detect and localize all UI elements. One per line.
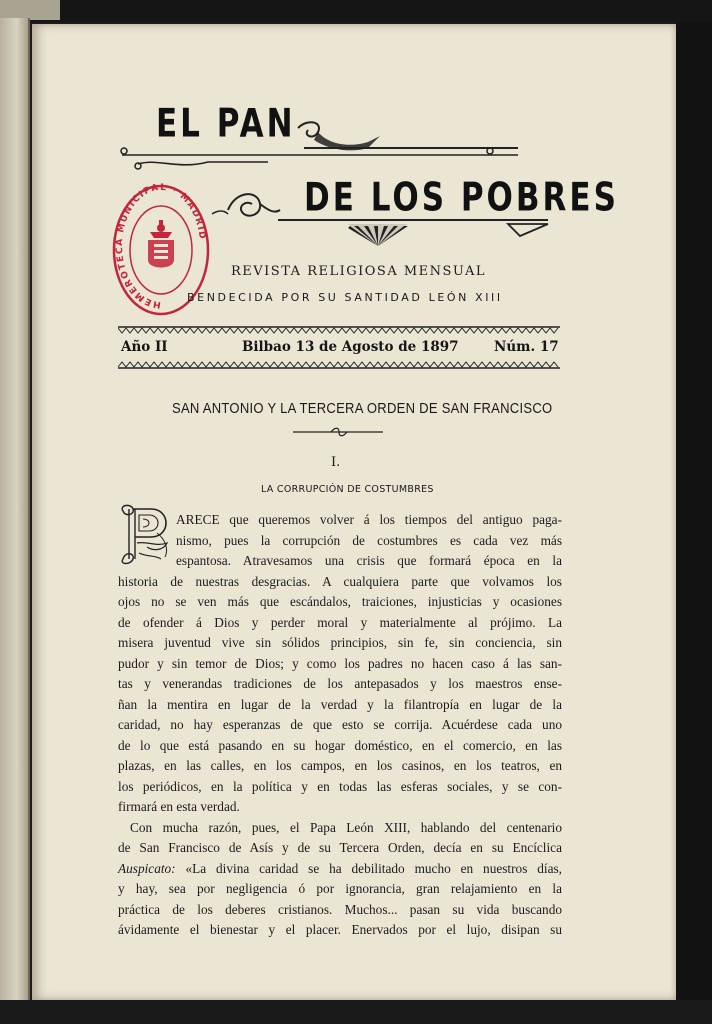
body-line: los periódicos, en la política y en todas las esferas sociales, y se con- [118,778,562,794]
title-ornament-icon [293,426,383,438]
scan-top-border [0,0,712,22]
body-line: ávidamente el bienestar y el placer. Enervados por el lujo, disipan su [118,922,562,937]
body-line: historia de nuestras desgracias. A cualquiera parte que volvamos los [118,573,562,589]
section-number: I. [331,455,341,470]
body-line: firmará en esta verdad. [118,799,240,814]
body-line: misera juventud vive sin sólidos principios, sin fe, sin conciencia, sin [118,635,562,650]
scan-right-border [676,22,712,1012]
magazine-subtitle: REVISTA RELIGIOSA MENSUAL [231,264,486,279]
italic-word: Auspicato: [118,860,176,876]
body-line-italic-lead [118,859,562,880]
body-line-rest: «La divina caridad se ha debilitado mucho en nuestros días, [185,860,562,876]
issue-year: Año II [121,339,168,355]
body-line: ARECE que queremos volver á los tiempos del antiguo paga- [176,512,562,527]
adjacent-page-edge [0,18,30,1004]
article-title: SAN ANTONIO Y LA TERCERA ORDEN DE SAN FRANCISCO [172,400,553,417]
masthead-flourish-top-icon [118,118,538,180]
body-line: de lo que está pasando en su hogar doméstico, en el comercio, en las [118,737,562,753]
issue-number: Núm. 17 [494,339,559,355]
zigzag-rule-bottom-icon [118,361,560,369]
issue-place-date: Bilbao 13 de Agosto de 1897 [242,339,459,355]
body-line: espantosa. Atravesamos una crisis que formará época en la [176,553,562,568]
section-title: LA CORRUPCIÓN DE COSTUMBRES [261,484,434,495]
body-line: ñan la mentira en lugar de la verdad y la filantropía en lugar de la [118,696,562,712]
stamp-text: HEMEROTECA MUNICIPAL · MADRID [114,182,207,310]
scan-bottom-border [0,1000,712,1024]
body-line: tas y venerandas tradiciones de los antepasados y los maestros ense- [118,676,562,691]
papal-blessing-line: BENDECIDA POR SU SANTIDAD LEÓN XIII [187,291,503,304]
body-line: de San Francisco de Asís y de su Tercera Orden, decía en su Encíclica [118,840,562,855]
masthead-title-line2: DE LOS POBRES [304,175,619,221]
masthead-flourish-bottom-icon [208,180,568,252]
scan-corner [0,0,60,20]
body-line: Con mucha razón, pues, el Papa León XIII, hablando del centenario [130,819,562,835]
body-line: ojos no se ven más que escándalos, traiciones, injusticias y ocasiones [118,594,562,609]
body-line: práctica de los deberes cristianos. Muchos... pasan su vida buscando [118,901,562,917]
body-line: de ofender á Dios y perder moral y materialmente al prójimo. La [118,614,562,630]
body-line: nismo, pues la corrupción de costumbres es cada vez más [176,532,562,548]
zigzag-rule-top-icon [118,326,560,334]
body-line: pudor y sin temor de Dios; y como los padres no hacen caso á las san- [118,655,562,671]
body-line: y hay, sea por negligencia ó por ignorancia, gran relajamiento en la [118,881,562,896]
body-line: plazas, en las calles, en los campos, en los casinos, en los teatros, en [118,758,562,773]
body-line: caridad, no hay esperanzas de que esto se corrija. Acuérdese cada uno [118,717,562,732]
article-body [118,510,562,941]
masthead-title-line1: EL PAN [156,101,296,147]
